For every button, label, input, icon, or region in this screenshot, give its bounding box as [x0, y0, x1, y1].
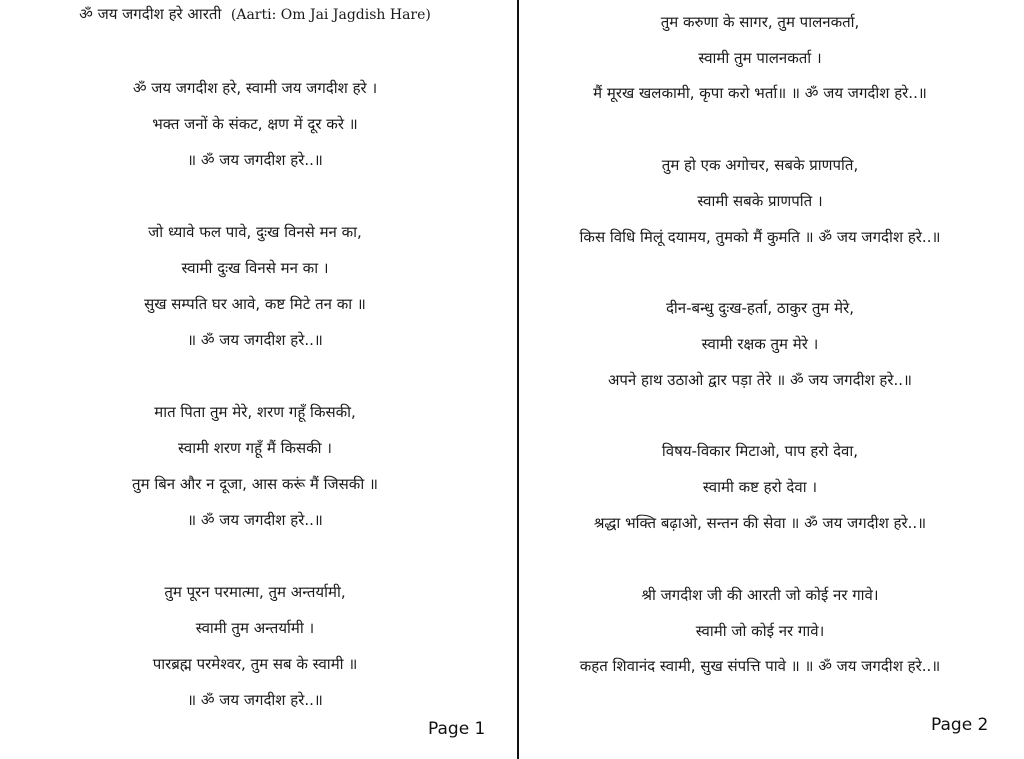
document-title — [0, 4, 510, 24]
verse-line: श्रद्धा भक्ति बढ़ाओ, सन्तन की सेवा ॥ ॐ जय जगदीश हरे..॥ — [593, 514, 927, 532]
verse-line: स्वामी जो कोई नर गावे। — [695, 622, 825, 640]
verse-line: स्वामी तुम पालनकर्ता । — [698, 49, 822, 67]
verse-line: कहत शिवानंद स्वामी, सुख संपत्ति पावे ॥ ॥ ॐ जय जगदीश हरे..॥ — [579, 657, 941, 675]
verse-refrain: ॥ ॐ जय जगदीश हरे..॥ — [187, 151, 323, 169]
page-number-1: Page 1 — [428, 719, 486, 739]
verse-line: श्री जगदीश जी की आरती जो कोई नर गावे। — [641, 586, 879, 604]
verse-line: तुम हो एक अगोचर, सबके प्राणपति, — [661, 156, 859, 174]
page-divider — [517, 0, 519, 759]
page-number-2: Page 2 — [931, 715, 989, 735]
verse-line: स्वामी कष्ट हरो देवा । — [702, 478, 818, 496]
verse-line: स्वामी दुःख विनसे मन का । — [181, 259, 329, 277]
verse-refrain: ॥ ॐ जय जगदीश हरे..॥ — [187, 511, 323, 529]
verse-line: ॐ जय जगदीश हरे, स्वामी जय जगदीश हरे । — [132, 79, 378, 97]
verse-line: तुम बिन और न दूजा, आस करूं मैं जिसकी ॥ — [132, 475, 378, 493]
verse-line: स्वामी शरण गहूँ मैं किसकी । — [178, 439, 332, 457]
verse-refrain: ॥ ॐ जय जगदीश हरे..॥ — [187, 691, 323, 709]
verse-line: मैं मूरख खलकामी, कृपा करो भर्ता॥ ॥ ॐ जय जगदीश हरे..॥ — [593, 84, 927, 102]
verse-line: किस विधि मिलूं दयामय, तुमको मैं कुमति ॥ ॐ जय जगदीश हरे..॥ — [579, 228, 941, 246]
verse-line: विषय-विकार मिटाओ, पाप हरो देवा, — [661, 442, 859, 460]
verse-line: तुम पूरन परमात्मा, तुम अन्तर्यामी, — [164, 583, 346, 601]
verse-line: स्वामी रक्षक तुम मेरे । — [701, 335, 819, 353]
verse-line: भक्त जनों के संकट, क्षण में दूर करे ॥ — [152, 115, 358, 133]
verse-line: अपने हाथ उठाओ द्वार पड़ा तेरे ॥ ॐ जय जगदीश हरे..॥ — [607, 371, 913, 389]
verse-refrain: ॥ ॐ जय जगदीश हरे..॥ — [187, 331, 323, 349]
verse-line: सुख सम्पति घर आवे, कष्ट मिटे तन का ॥ — [144, 295, 366, 313]
page-2 — [520, 0, 1024, 759]
verse-line: स्वामी तुम अन्तर्यामी । — [195, 619, 315, 637]
verse-line: तुम करुणा के सागर, तुम पालनकर्ता, — [660, 13, 860, 31]
verse-line: स्वामी सबके प्राणपति । — [697, 192, 823, 210]
verse-line: मात पिता तुम मेरे, शरण गहूँ किसकी, — [154, 403, 356, 421]
verse-line: जो ध्यावे फल पावे, दुःख विनसे मन का, — [148, 223, 362, 241]
verse-line: पारब्रह्म परमेश्वर, तुम सब के स्वामी ॥ — [152, 655, 358, 673]
title-latin: (Aarti: Om Jai Jagdish Hare) — [230, 7, 431, 23]
verse-line: दीन-बन्धु दुःख-हर्ता, ठाकुर तुम मेरे, — [665, 299, 855, 317]
title-devanagari: ॐ जय जगदीश हरे आरती — [79, 5, 222, 23]
